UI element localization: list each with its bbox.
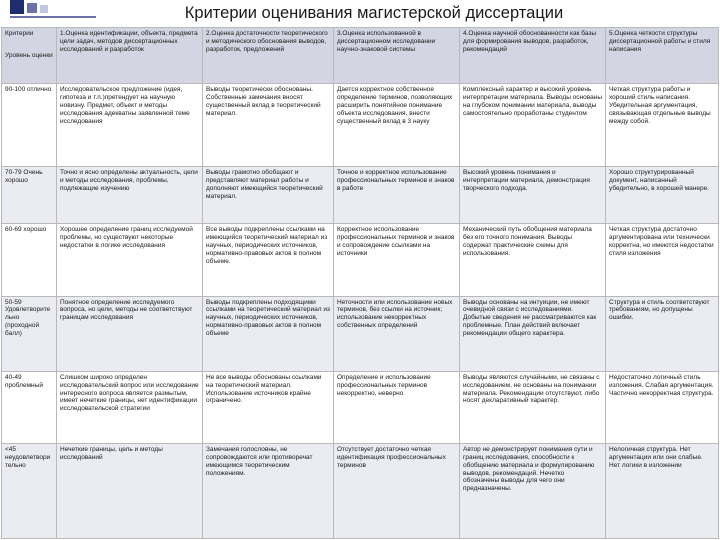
- table-cell: Выводы подкреплены подходящими ссылками на теоретический материал из научных, периодических источников, нормативно-правовых актов в полном объеме: [203, 296, 334, 371]
- table-cell: Автор не демонстрирует понимания сути и границ исследования, способности к обобщению материала и формулированию выводов, рекомендаций. Нечетко обозначены выводы для чего они предназначены.: [460, 443, 606, 538]
- table-cell: Дается корректное собственное определение терминов, позволяющих расширить понятийное понимание объекта исследования, внести существенный вклад в 3 науку: [334, 84, 460, 167]
- table-cell: Понятное определение исследуемого вопроса, но цели, методы не соответствуют границам исследования: [57, 296, 203, 371]
- table-cell: Четкая структура достаточно аргументирована или технически корректна, но имеются недостатки стиля изложения: [606, 224, 719, 296]
- table-cell: Точно и ясно определены актуальность, цели и методы исследования, проблемы, подлежащие изучению: [57, 167, 203, 224]
- table-cell: Определение и использование профессиональных терминов некорректно, неверно: [334, 371, 460, 443]
- table-cell: Четкая структура работы и хороший стиль написания. Убедительная аргументация, связывающая отдельные выводы между собой.: [606, 84, 719, 167]
- level-cell: 50-59 Удовлетворительно (проходной балл): [2, 296, 57, 371]
- criteria-label: Критерии: [5, 30, 34, 37]
- column-header: 5.Оценка четкости структуры диссертационной работы и стиля написания: [606, 28, 719, 84]
- level-cell: 60-69 хорошо: [2, 224, 57, 296]
- criteria-table: [1, 27, 719, 539]
- table-cell: Нелогичная структура. Нет аргументации или они слабые. Нет логики в изложении: [606, 443, 719, 538]
- table-cell: Хорошее определение границ исследуемой проблемы, но существуют некоторые недостатки в логике исследования: [57, 224, 203, 296]
- table-cell: Выводы основаны на интуиции, не имеют очевидной связи с исследованиями. Добытые сведения не рассматриваются как проблемные. План действий включает рекомендации общего характера.: [460, 296, 606, 371]
- level-label: Уровень оценки: [5, 51, 53, 59]
- table-row: [2, 167, 719, 224]
- corner-cell: [2, 28, 57, 84]
- table-row: [2, 443, 719, 538]
- table-cell: Замечания голословны, не сопровождаются или противоречат имеющимся теоретическим положениям.: [203, 443, 334, 538]
- table-cell: Нечеткие границы, цель и методы исследований: [57, 443, 203, 538]
- table-cell: Недостаточно логичный стиль изложения. Слабая аргументация. Частично некорректная структура.: [606, 371, 719, 443]
- table-cell: Выводы грамотно обобщают и представляют материал работы и дополняют имеющийся теоретический материал.: [203, 167, 334, 224]
- table-cell: Структура и стиль соответствуют требованиям, но допущены ошибки.: [606, 296, 719, 371]
- table-cell: Не все выводы обоснованы ссылками на теоретический материал. Использование источников крайне ограничено.: [203, 371, 334, 443]
- column-header: 2.Оценка достаточности теоретического и методического обоснования выводов, разработок, предложений: [203, 28, 334, 84]
- column-header: 4.Оценка научной обоснованности как базы для формирования выводов, разработок, рекомендаций: [460, 28, 606, 84]
- level-cell: 70-79 Очень хорошо: [2, 167, 57, 224]
- table-cell: Механический путь обобщения материала без его точного понимания. Выводы содержат практические схемы для использования.: [460, 224, 606, 296]
- table-row: [2, 224, 719, 296]
- table-cell: Хорошо структурированный документ, написанный убедительно, в хорошей манере.: [606, 167, 719, 224]
- table-row: [2, 84, 719, 167]
- table-cell: Неточности или использование новых терминов, без ссылки на источник; использование некорректных собственных определений: [334, 296, 460, 371]
- table-cell: Все выводы подкреплены ссылками на имеющийся теоретический материал из научных, периодических источников, нормативно-правовых актов в полном объеме.: [203, 224, 334, 296]
- table-cell: Точное и корректное использование профессиональных терминов и знаков в работе: [334, 167, 460, 224]
- table-cell: Выводы теоретически обоснованы. Собственные замечания вносят существенный вклад в теоретический материал.: [203, 84, 334, 167]
- table-cell: Отсутствует достаточно четкая идентификация профессиональных терминов: [334, 443, 460, 538]
- page-title: Критерии оценивания магистерской диссертации: [184, 4, 564, 22]
- table-cell: Исследовательское предложение (идея, гипотеза и т.п.)претендует на научную новизну. Предмет, объект и методы исследования адекватны заявленной теме исследования: [57, 84, 203, 167]
- table-row: [2, 296, 719, 371]
- table-cell: Выводы являются случайными, не связаны с исследованием, не основаны на понимании материала. Рекомендации отсутствуют, либо носят декларативный характер.: [460, 371, 606, 443]
- table-row: [2, 371, 719, 443]
- table-cell: Корректное использование профессиональных терминов и знаков и сопровождение ссылками на источники: [334, 224, 460, 296]
- level-cell: 40-49 проблемный: [2, 371, 57, 443]
- table-cell: Слишком широко определен исследовательский вопрос или исследование интересного вопроса является размытым, имеет нечеткие границы, нет идентификации исследовательской стратегии: [57, 371, 203, 443]
- table-cell: Комплексный характер и высокий уровень интерпретации материала. Выводы основаны на глубоком понимании материала, выводы самостоятельно проработаны студентом: [460, 84, 606, 167]
- header-row: [2, 28, 719, 84]
- level-cell: 90-100 отлично: [2, 84, 57, 167]
- column-header: 3.Оценка использованной в диссертационном исследовании научно-знаковой системы: [334, 28, 460, 84]
- column-header: 1.Оценка идентификации, объекта, предмета цели задач, методов диссертационных исследований и разработок: [57, 28, 203, 84]
- table-cell: Высокий уровень понимания и интерпретации материала, демонстрация творческого подхода.: [460, 167, 606, 224]
- level-cell: <45 неудовлетворительно: [2, 443, 57, 538]
